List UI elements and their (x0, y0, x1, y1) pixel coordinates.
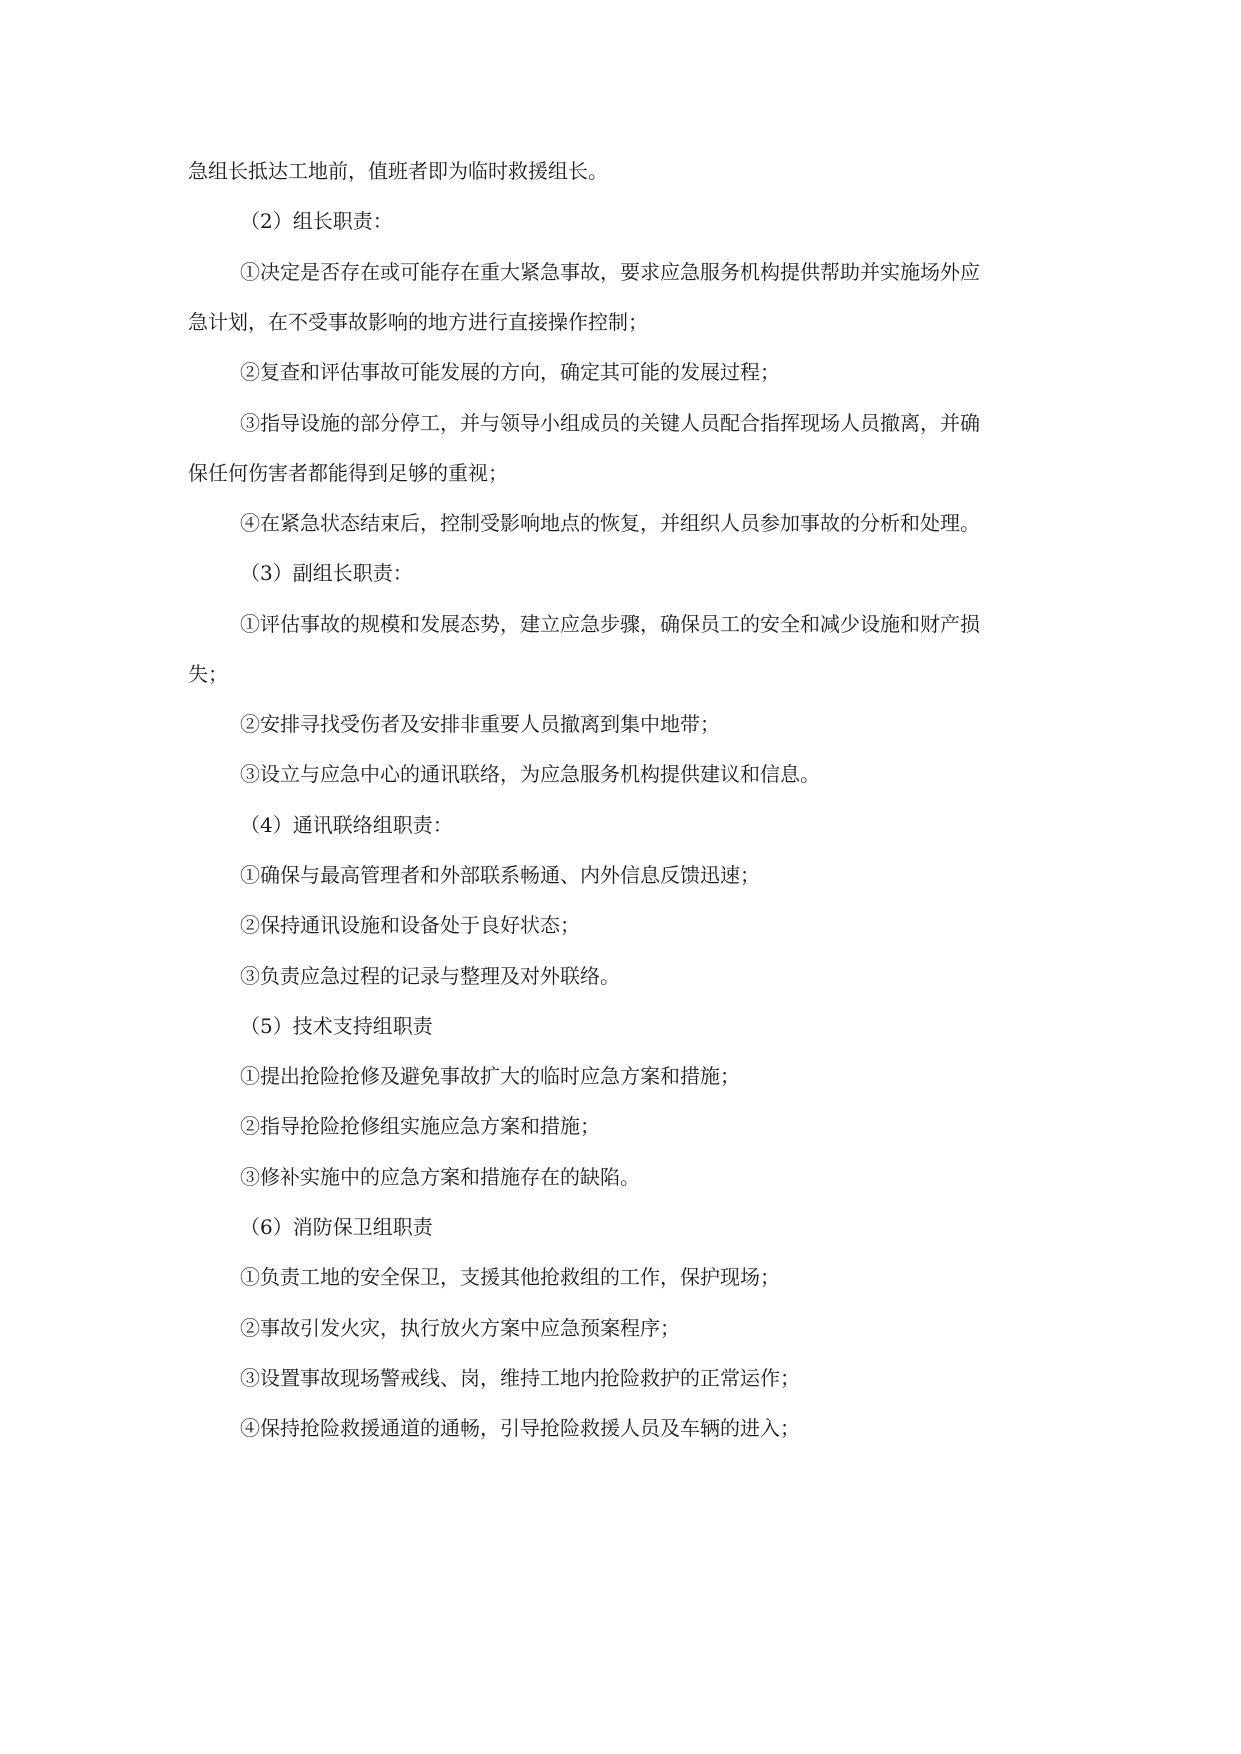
list-item: ③设立与应急中心的通讯联络，为应急服务机构提供建议和信息。 (240, 762, 820, 786)
paragraph-line: 保任何伤害者都能得到足够的重视； (188, 461, 508, 485)
list-item: ②安排寻找受伤者及安排非重要人员撤离到集中地带； (240, 712, 720, 736)
list-item: ③设置事故现场警戒线、岗，维持工地内抢险救护的正常运作； (240, 1366, 800, 1390)
paragraph-line: 急组长抵达工地前，值班者即为临时救援组长。 (188, 159, 608, 183)
paragraph-line: 失； (188, 662, 228, 686)
list-item: ①评估事故的规模和发展态势，建立应急步骤，确保员工的安全和减少设施和财产损 (240, 612, 980, 636)
list-item: ①确保与最高管理者和外部联系畅通、内外信息反馈迅速； (240, 863, 760, 887)
list-item: ②复查和评估事故可能发展的方向，确定其可能的发展过程； (240, 360, 780, 384)
list-item: ③修补实施中的应急方案和措施存在的缺陷。 (240, 1165, 640, 1189)
list-item: ④保持抢险救援通道的通畅，引导抢险救援人员及车辆的进入； (240, 1416, 800, 1440)
section-heading: （3）副组长职责： (240, 561, 413, 585)
section-heading: （2）组长职责： (240, 209, 393, 233)
section-heading: （6）消防保卫组职责 (240, 1215, 433, 1239)
list-item: ③指导设施的部分停工，并与领导小组成员的关键人员配合指挥现场人员撤离，并确 (240, 411, 980, 435)
list-item: ①决定是否存在或可能存在重大紧急事故，要求应急服务机构提供帮助并实施场外应 (240, 260, 980, 284)
section-heading: （4）通讯联络组职责： (240, 813, 453, 837)
list-item: ②指导抢险抢修组实施应急方案和措施； (240, 1114, 600, 1138)
list-item: ②保持通讯设施和设备处于良好状态； (240, 913, 580, 937)
section-heading: （5）技术支持组职责 (240, 1014, 433, 1038)
list-item: ①负责工地的安全保卫，支援其他抢救组的工作，保护现场； (240, 1265, 780, 1289)
list-item: ③负责应急过程的记录与整理及对外联络。 (240, 964, 620, 988)
list-item: ②事故引发火灾，执行放火方案中应急预案程序； (240, 1316, 680, 1340)
paragraph-line: 急计划，在不受事故影响的地方进行直接操作控制； (188, 310, 648, 334)
list-item: ①提出抢险抢修及避免事故扩大的临时应急方案和措施； (240, 1064, 740, 1088)
list-item: ④在紧急状态结束后，控制受影响地点的恢复，并组织人员参加事故的分析和处理。 (240, 511, 980, 535)
